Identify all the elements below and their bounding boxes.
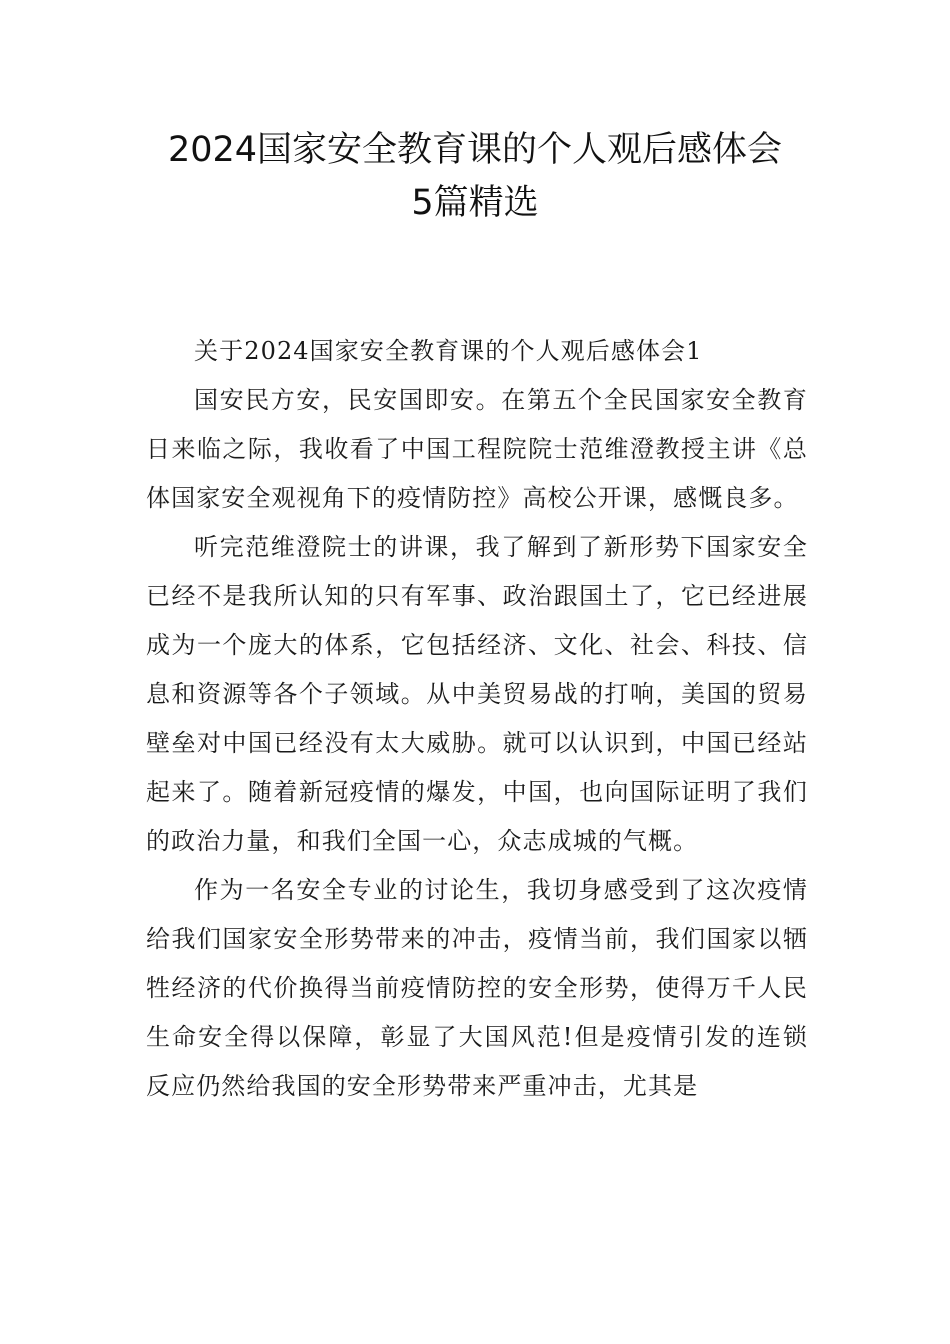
paragraph-1: 国安民方安，民安国即安。在第五个全民国家安全教育日来临之际，我收看了中国工程院院士范维澄教授主讲《总体国家安全观视角下的疫情防控》高校公开课，感慨良多。 <box>146 386 808 512</box>
document-body <box>146 327 808 1111</box>
paragraph-2: 听完范维澄院士的讲课，我了解到了新形势下国家安全已经不是我所认知的只有军事、政治跟国土了，它已经进展成为一个庞大的体系，它包括经济、文化、社会、科技、信息和资源等各个子领域。从中美贸易战的打响，美国的贸易壁垒对中国已经没有太大威胁。就可以认识到，中国已经站起来了。随着新冠疫情的爆发，中国，也向国际证明了我们的政治力量，和我们全国一心，众志成城的气概。 <box>146 533 808 855</box>
paragraph-3: 作为一名安全专业的讨论生，我切身感受到了这次疫情给我们国家安全形势带来的冲击，疫情当前，我们国家以牺牲经济的代价换得当前疫情防控的安全形势，使得万千人民生命安全得以保障，彰显了大国风范!但是疫情引发的连锁反应仍然给我国的安全形势带来严重冲击，尤其是 <box>146 876 808 1100</box>
document-title <box>0 124 950 230</box>
section-heading: 关于2024国家安全教育课的个人观后感体会1 <box>194 337 703 365</box>
title-line-2: 5篇精选 <box>411 183 539 223</box>
title-line-1: 2024国家安全教育课的个人观后感体会 <box>167 130 783 170</box>
